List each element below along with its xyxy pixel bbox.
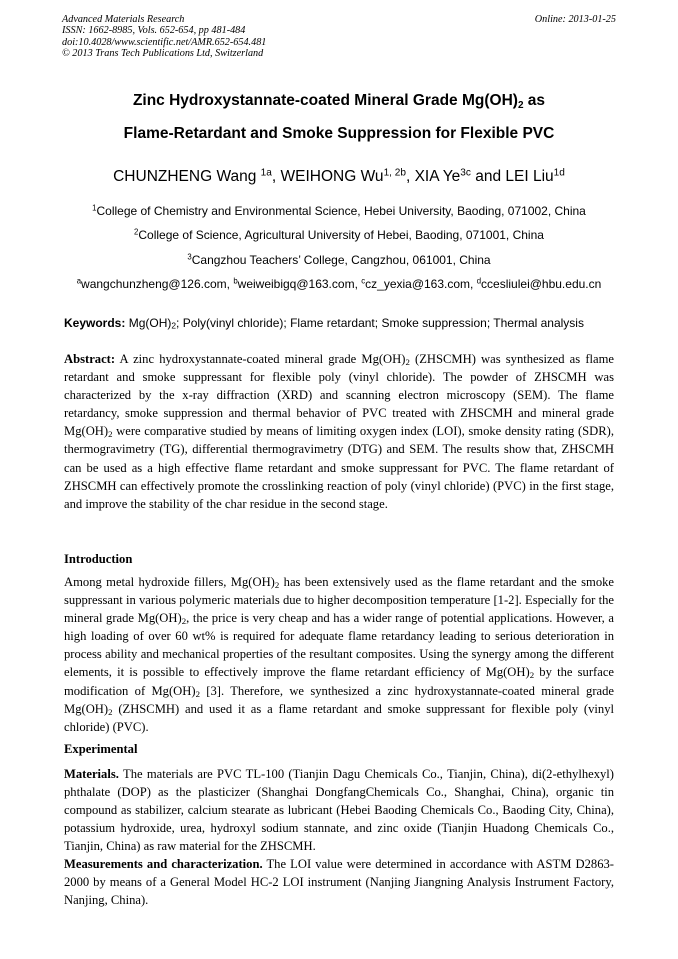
abstract-label: Abstract:: [64, 352, 116, 366]
materials-paragraph: Materials. The materials are PVC TL-100 (Tianjin Dagu Chemicals Co., Tianjin, China), di(2-ethylhexyl) phthalate (DOP) as the plasticizer (Shanghai DongfangChemicals Co., Shanghai, China), organic tin compound as stabilizer, calcium stearate as lubricant (Hebei Baoding Chemicals Co., Baoding City, China), potassium hydroxide, urea, hydroxyl sodium stannate, and zinc oxide (Tianjin Huadong Chemicals Co., Tianjin, China) as raw material for the ZHSCMH.: [64, 767, 614, 854]
introduction-heading: Introduction: [64, 552, 133, 566]
author-name: WEIHONG Wu: [280, 168, 384, 185]
online-date: Online: 2013-01-25: [534, 14, 616, 25]
affiliation-2: $^2$College of Science, Agricultural University of Hebei, Baoding, 071001, China: [134, 227, 544, 242]
copyright-line: © 2013 Trans Tech Publications Ltd, Switzerland: [62, 48, 264, 60]
author-list: CHUNZHENG Wang $^{1a}$, WEIHONG $Wu^{1, 2b}$, XIA $Ye^{3c}$ and LEI Liu$^{1d}$: [113, 167, 565, 185]
email-address: weiweibigq@163.com,: [237, 277, 362, 291]
paper-title-line-2: Flame-Retardant and Smoke Suppression for Flexible PVC: [123, 125, 555, 142]
email-list: $^a$wangchunzheng@126.com, $^b$weiweibigq@163.com, $^c$cz_yexia@163.com, $^d$ccesliulei@hbu.edu.cn: [76, 276, 602, 291]
journal-name: Advanced Materials Research: [62, 14, 185, 25]
measurements-paragraph: Measurements and characterization. The LOI value were determined in accordance with ASTM D2863-2000 by means of a General Model HC-2 LOI instrument (Nanjing Jiangning Analysis Instrument Factory, Nanjing, China).: [64, 857, 614, 908]
issn-line: ISSN: 1662-8985, Vols. 652-654, pp 481-484: [62, 25, 246, 37]
author-name: CHUNZHENG Wang: [113, 168, 261, 185]
introduction-paragraph: Among metal hydroxide fillers, $Mg(OH)_2$ has been extensively used as the flame retardant and the smoke suppressant in various polymeric materials due to higher decomposition temperature [1-2]. Especially for the mineral grade $Mg(OH)_2$, the price is very cheap and has a wider range of potential applications. However, a high loading of over 60 wt% is required for adequate flame retardancy leading to serious deterioration in process ability and mechanical properties of the resultant composites. Using the synergy among the different elements, it is possible to effectively improve the flame retardant efficiency of $Mg(OH)_2$ by the surface modification of $Mg(OH)_2$ [3]. Therefore, we synthesized a zinc hydroxystannate-coated mineral grade $Mg(OH)_2$ (ZHSCMH) and used it as a flame retardant and smoke suppressant for flexible poly (vinyl chloride) (PVC).: [64, 575, 615, 734]
affiliation-1: $^1$College of Chemistry and Environmental Science, Hebei University, Baoding, 071002, China: [92, 203, 586, 218]
doi-line: doi:10.4028/www.scientific.net/AMR.652-654.481: [62, 36, 267, 48]
paper-title-line-1: Zinc Hydroxystannate-coated Mineral Grade $Mg(OH)_2$ as: [132, 92, 546, 111]
author-name: LEI Liu: [505, 168, 554, 185]
materials-label: Materials.: [64, 767, 119, 781]
keywords: Keywords: $Mg(OH)_2$; Poly(vinyl chloride); Flame retardant; Smoke suppression; Thermal analysis: [64, 316, 584, 331]
experimental-heading: Experimental: [64, 742, 138, 756]
email-address: wangchunzheng@126.com,: [81, 277, 234, 291]
abstract-paragraph: Abstract: A zinc hydroxystannate-coated mineral grade $Mg(OH)_2$ (ZHSCMH) was synthesized as flame retardant and smoke suppressant for flexible poly (vinyl chloride). The powder of ZHSCMH was characterized by the x-ray diffraction (XRD) and scanning electron microscopy (SEM). The flame retardancy, smoke suppression and thermal behavior of PVC treated with ZHSCMH and mineral grade $Mg(OH)_2$ were comparative studied by means of limiting oxygen index (LOI), smoke density rating (SDR), thermogravimetry (TG), differential thermogravimetry (DTG) and SEM. The results show that, ZHSCMH can be used as a high effective flame retardant and smoke suppressant for PVC. The flame retardant of ZHSCMH can effectively promote the crosslinking reaction of poly (vinyl chloride) (PVC) in the first stage, and improve the stability of the char residue in the second stage.: [64, 352, 614, 511]
affiliation-3: $^3$Cangzhou Teachers’ College, Cangzhou, 061001, China: [187, 252, 491, 267]
author-name: XIA Ye: [414, 168, 461, 185]
email-address: cz_yexia@163.com,: [365, 277, 477, 291]
keywords-label: Keywords:: [64, 316, 126, 330]
measurements-label: Measurements and characterization.: [64, 857, 263, 871]
journal-header: [62, 14, 616, 60]
email-address: ccesliulei@hbu.edu.cn: [481, 277, 602, 291]
